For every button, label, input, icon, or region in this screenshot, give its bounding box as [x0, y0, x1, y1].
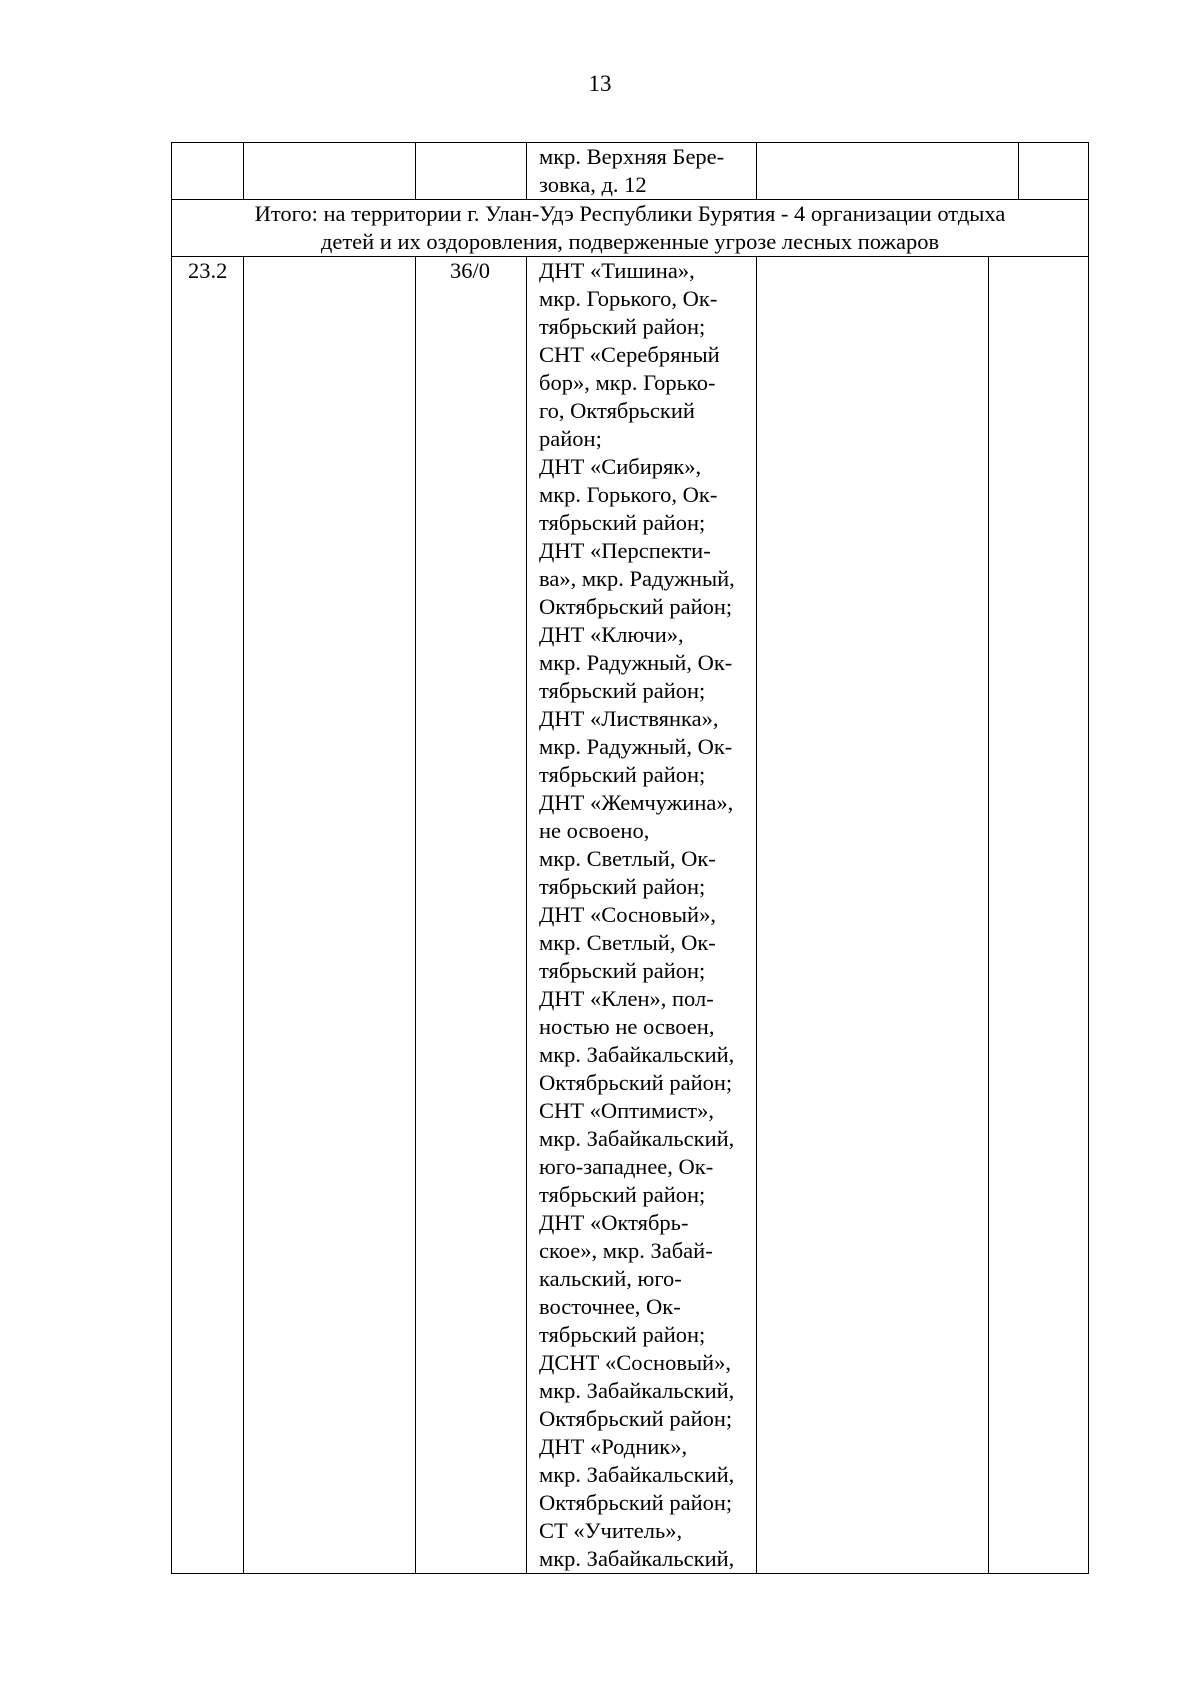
- table-row-continuation: [172, 143, 1089, 200]
- territory-line: тябрьский район;: [539, 678, 706, 703]
- territory-line: тябрьский район;: [539, 314, 706, 339]
- territory-line: Октябрьский район;: [539, 594, 733, 619]
- row-number: 23.2: [188, 258, 228, 283]
- summary-cell: [172, 200, 1089, 257]
- summary-line: детей и их оздоровления, подверженные угрозе лесных пожаров: [320, 229, 940, 254]
- territory-line: ДНТ «Перспекти-: [539, 538, 711, 563]
- cell-territory: [527, 143, 757, 200]
- territory-line: мкр. Горького, Ок-: [539, 286, 718, 311]
- territory-line: ностью не освоен,: [539, 1014, 715, 1039]
- territory-line: ДНТ «Листвянка»,: [539, 706, 719, 731]
- territory-line: ДНТ «Ключи»,: [539, 622, 684, 647]
- territory-line: ДНТ «Клен», пол-: [539, 986, 714, 1011]
- page-number: 13: [588, 71, 612, 96]
- cell-number: [172, 143, 244, 200]
- territory-line: ское», мкр. Забай-: [539, 1238, 713, 1263]
- cell-notes: [989, 257, 1089, 1574]
- capacity-value: 36/0: [449, 258, 490, 283]
- territory-line: ДНТ «Жемчужина»,: [539, 790, 734, 815]
- cell-notes: [1019, 143, 1089, 200]
- territory-line: мкр. Забайкальский,: [539, 1546, 735, 1571]
- cell-organization: [244, 143, 416, 200]
- territory-line: ДНТ «Родник»,: [539, 1434, 688, 1459]
- territory-line: зовка, д. 12: [539, 172, 647, 197]
- cell-organization: [244, 257, 416, 1574]
- territory-line: ДСНТ «Сосновый»,: [539, 1350, 731, 1375]
- territory-line: мкр. Забайкальский,: [539, 1126, 735, 1151]
- territory-line: мкр. Светлый, Ок-: [539, 846, 716, 871]
- territory-line: мкр. Радужный, Ок-: [539, 650, 733, 675]
- territory-line: Октябрьский район;: [539, 1406, 733, 1431]
- territory-line: тябрьский район;: [539, 958, 706, 983]
- territory-line: не освоено,: [539, 818, 650, 843]
- territory-line: мкр. Светлый, Ок-: [539, 930, 716, 955]
- territory-line: тябрьский район;: [539, 762, 706, 787]
- territory-line: кальский, юго-: [539, 1266, 682, 1291]
- cell-capacity: [416, 257, 527, 1574]
- document-table: [171, 142, 1089, 1574]
- cell-territory: [527, 257, 757, 1574]
- territory-line: район;: [539, 426, 602, 451]
- territory-line: ДНТ «Тишина»,: [539, 258, 695, 283]
- territory-line: тябрьский район;: [539, 1322, 706, 1347]
- cell-measures: [757, 143, 1019, 200]
- cell-number: [172, 257, 244, 1574]
- territory-line: мкр. Верхняя Бере-: [539, 144, 725, 169]
- territory-line: ДНТ «Сибиряк»,: [539, 454, 702, 479]
- territory-line: Октябрьский район;: [539, 1070, 733, 1095]
- territory-line: бор», мкр. Горько-: [539, 370, 716, 395]
- territory-line: Октябрьский район;: [539, 1490, 733, 1515]
- territory-line: мкр. Забайкальский,: [539, 1462, 735, 1487]
- summary-line: Итого: на территории г. Улан-Удэ Республики Бурятия - 4 организации отдыха: [254, 201, 1006, 226]
- territory-line: ДНТ «Сосновый»,: [539, 902, 716, 927]
- territory-line: восточнее, Ок-: [539, 1294, 681, 1319]
- territory-line: СНТ «Серебряный: [539, 342, 720, 367]
- territory-line: тябрьский район;: [539, 510, 706, 535]
- table-row-main: [172, 257, 1089, 1574]
- territory-line: СНТ «Оптимист»,: [539, 1098, 715, 1123]
- territory-line: юго-западнее, Ок-: [539, 1154, 714, 1179]
- territory-line: мкр. Забайкальский,: [539, 1042, 735, 1067]
- territory-line: ва», мкр. Радужный,: [539, 566, 735, 591]
- territory-line: мкр. Забайкальский,: [539, 1378, 735, 1403]
- cell-capacity: [416, 143, 527, 200]
- territory-line: го, Октябрьский: [539, 398, 695, 423]
- territory-line: тябрьский район;: [539, 874, 706, 899]
- territory-line: ДНТ «Октябрь-: [539, 1210, 689, 1235]
- territory-line: тябрьский район;: [539, 1182, 706, 1207]
- territory-line: мкр. Горького, Ок-: [539, 482, 718, 507]
- territory-line: СТ «Учитель»,: [539, 1518, 683, 1543]
- territory-line: мкр. Радужный, Ок-: [539, 734, 733, 759]
- cell-measures: [757, 257, 989, 1574]
- summary-row: [172, 200, 1089, 257]
